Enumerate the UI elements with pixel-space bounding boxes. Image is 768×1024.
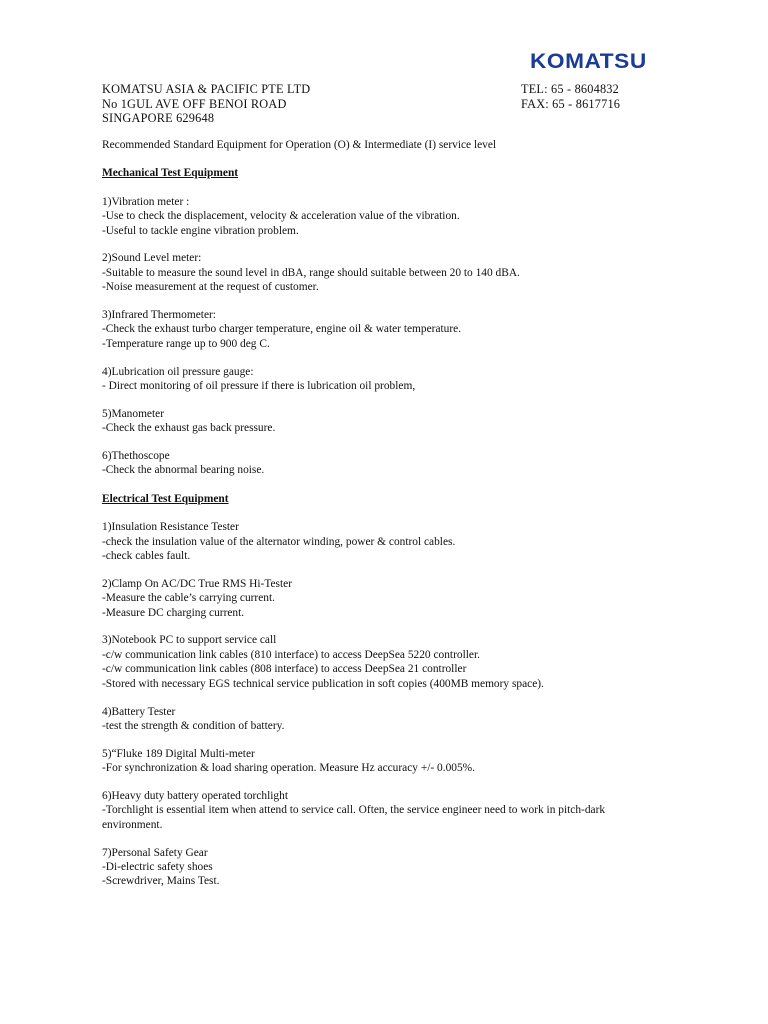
item-heading: 6)Thethoscope (102, 450, 170, 463)
item-heading: 2)Clamp On AC/DC True RMS Hi-Tester (102, 577, 293, 590)
equipment-item (102, 846, 662, 889)
item-heading: 3)Infrared Thermometer: (102, 309, 216, 322)
item-heading: 5)Manometer (102, 407, 164, 420)
item-heading: 5)“Fluke 189 Digital Multi-meter (102, 747, 255, 760)
item-heading: 6)Heavy duty battery operated torchlight (102, 789, 288, 802)
section-title-electrical: Electrical Test Equipment (102, 492, 229, 505)
equipment-item (102, 705, 662, 734)
mechanical-section (102, 166, 662, 477)
equipment-item (102, 747, 662, 776)
document-body (102, 138, 662, 902)
item-line: -Suitable to measure the sound level in dBA, range should suitable between 20 to 140 dBA. (102, 266, 520, 279)
item-line: -Useful to tackle engine vibration problem. (102, 224, 299, 237)
equipment-item (102, 407, 662, 436)
address-line-1: No 1GUL AVE OFF BENOI ROAD (102, 96, 287, 111)
fax: FAX: 65 - 8617716 (521, 96, 621, 111)
item-line: -Measure the cable’s carrying current. (102, 592, 275, 605)
electrical-section (102, 492, 662, 889)
equipment-item (102, 308, 662, 351)
item-line: -Check the exhaust turbo charger temperature, engine oil & water temperature. (102, 323, 462, 336)
item-heading: 3)Notebook PC to support service call (102, 634, 277, 647)
equipment-item (102, 633, 662, 691)
item-line: -c/w communication link cables (810 interface) to access DeepSea 5220 controller. (102, 648, 480, 661)
item-heading: 1)Insulation Resistance Tester (102, 521, 239, 534)
item-heading: 1)Vibration meter : (102, 195, 190, 208)
item-line: -For synchronization & load sharing operation. Measure Hz accuracy +/- 0.005%. (102, 762, 476, 775)
item-line: -Check the abnormal bearing noise. (102, 464, 265, 477)
intro-text: Recommended Standard Equipment for Operation (O) & Intermediate (I) service level (102, 139, 497, 151)
item-line: -test the strength & condition of battery. (102, 719, 285, 732)
contact-block (521, 82, 620, 111)
item-line: -check the insulation value of the alternator winding, power & control cables. (102, 535, 456, 548)
item-line: -c/w communication link cables (808 interface) to access DeepSea 21 controller (102, 663, 467, 676)
company-address-block (102, 82, 310, 126)
equipment-item (102, 577, 662, 620)
equipment-item (102, 251, 662, 294)
item-line: -Torchlight is essential item when attend to service call. Often, the service engineer need to work in pitch-dark environment. (102, 804, 606, 831)
item-line: -Temperature range up to 900 deg C. (102, 337, 270, 350)
equipment-item (102, 365, 662, 394)
item-heading: 2)Sound Level meter: (102, 252, 202, 265)
equipment-item (102, 789, 662, 832)
item-line: -Noise measurement at the request of customer. (102, 281, 319, 294)
item-heading: 7)Personal Safety Gear (102, 846, 208, 859)
komatsu-logo: KOMATSU (530, 50, 647, 73)
item-heading: 4)Battery Tester (102, 705, 176, 718)
item-line: - Direct monitoring of oil pressure if there is lubrication oil problem, (102, 380, 416, 393)
equipment-item (102, 520, 662, 563)
address-line-2: SINGAPORE 629648 (102, 111, 215, 125)
item-line: -Di-electric safety shoes (102, 860, 213, 873)
item-line: -Measure DC charging current. (102, 606, 245, 619)
equipment-item (102, 449, 662, 478)
item-line: -Screwdriver, Mains Test. (102, 875, 220, 888)
item-heading: 4)Lubrication oil pressure gauge: (102, 365, 254, 378)
item-line: -Use to check the displacement, velocity & acceleration value of the vibration. (102, 210, 460, 223)
company-name: KOMATSU ASIA & PACIFIC PTE LTD (102, 82, 311, 96)
item-line: -Stored with necessary EGS technical service publication in soft copies (400MB memory space). (102, 677, 544, 690)
equipment-item (102, 195, 662, 238)
item-line: -Check the exhaust gas back pressure. (102, 422, 276, 435)
section-title-mechanical: Mechanical Test Equipment (102, 167, 239, 180)
telephone: TEL: 65 - 8604832 (521, 82, 620, 96)
item-line: -check cables fault. (102, 550, 191, 563)
